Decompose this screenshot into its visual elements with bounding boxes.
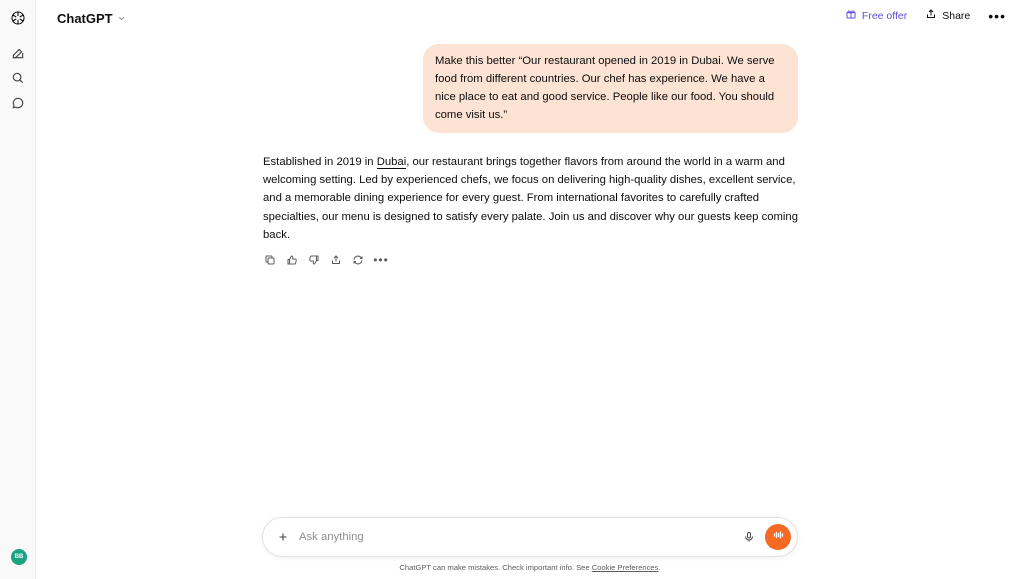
- more-icon[interactable]: •••: [988, 7, 1006, 24]
- voice-mode-button[interactable]: [765, 524, 791, 550]
- regenerate-icon[interactable]: [351, 253, 365, 267]
- voice-mode-icon: [772, 528, 784, 546]
- avatar[interactable]: BB: [11, 549, 27, 565]
- message-actions: [263, 253, 389, 267]
- assistant-message: [263, 153, 798, 244]
- assistant-text-start: Established in 2019 in: [263, 156, 377, 168]
- model-name: ChatGPT: [57, 10, 113, 26]
- thumbs-down-icon[interactable]: [307, 253, 321, 267]
- cookie-preferences-link[interactable]: Cookie Preferences: [591, 563, 659, 572]
- more-icon[interactable]: •••: [373, 253, 389, 267]
- copy-icon[interactable]: [263, 253, 277, 267]
- chevron-down-icon: [117, 11, 126, 26]
- share-icon[interactable]: [329, 253, 343, 267]
- free-offer-label: Free offer: [861, 9, 908, 22]
- model-picker[interactable]: [57, 8, 126, 28]
- thumbs-up-icon[interactable]: [285, 253, 299, 267]
- user-message: Make this better “Our restaurant opened in 2019 in Dubai. We serve food from different countries. Our chef has experience. We have a nice place to eat and good service. People like our food. You should come visit us.”: [423, 44, 798, 133]
- sidebar-rail: [0, 0, 36, 579]
- header-actions: [845, 8, 1006, 23]
- assistant-text-end: , our restaurant brings together flavors from around the world in a warm and welcoming setting. Led by experienced chefs, we focus on delivering high-quality dishes, excellent service, and a memorable dining experience for every guest. From international favorites to carefully crafted specialties, our menu is designed to satisfy every palate. Join us and discover why our guests keep coming back.: [263, 156, 799, 241]
- search-icon[interactable]: [8, 68, 28, 88]
- entity-link[interactable]: Dubai: [376, 156, 407, 168]
- prompt-input[interactable]: [299, 528, 729, 546]
- gift-icon: [845, 8, 857, 23]
- chat-bubble-icon[interactable]: [8, 93, 28, 113]
- new-chat-icon[interactable]: [8, 43, 28, 63]
- composer: [262, 517, 798, 557]
- share-button[interactable]: [925, 8, 970, 23]
- share-label: Share: [942, 9, 971, 22]
- share-icon: [925, 8, 937, 23]
- free-offer-button[interactable]: [845, 8, 907, 23]
- header: [36, 0, 1024, 36]
- disclaimer: [0, 563, 1024, 572]
- plus-icon[interactable]: [275, 529, 291, 545]
- openai-logo-icon[interactable]: [8, 8, 28, 28]
- disclaimer-end: .: [658, 563, 661, 572]
- disclaimer-text: ChatGPT can make mistakes. Check important info. See: [399, 563, 592, 572]
- mic-icon[interactable]: [741, 529, 757, 545]
